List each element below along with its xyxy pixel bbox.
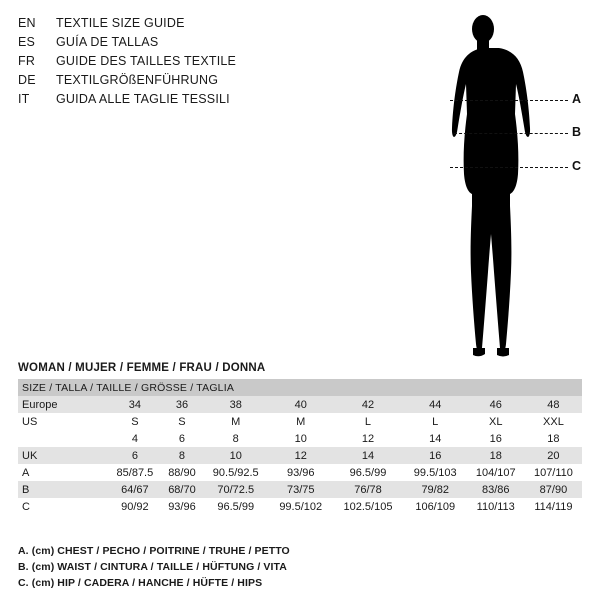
cell-us-7: XL — [467, 413, 525, 430]
table-row-b — [18, 481, 582, 498]
cell-uk-5: 14 — [332, 447, 404, 464]
cell-a-4: 93/96 — [269, 464, 332, 481]
cell-europe-8: 48 — [525, 396, 582, 413]
woman-silhouette-icon — [420, 10, 590, 370]
cell-c-5: 102.5/105 — [332, 498, 404, 515]
cell-b-1: 64/67 — [108, 481, 162, 498]
cell-europe-4: 40 — [269, 396, 332, 413]
cell-c-1: 90/92 — [108, 498, 162, 515]
cell-c-3: 96.5/99 — [202, 498, 269, 515]
cell-a-6: 99.5/103 — [404, 464, 467, 481]
title-block — [18, 16, 418, 111]
cell-us-5: L — [332, 413, 404, 430]
row-label-us-numeric — [18, 430, 108, 447]
table-row-us — [18, 413, 582, 430]
language-code-en: EN — [18, 16, 36, 30]
title-row-de — [18, 73, 418, 92]
cell-b-5: 76/78 — [332, 481, 404, 498]
cell-us-3: M — [202, 413, 269, 430]
cell-a-5: 96.5/99 — [332, 464, 404, 481]
table-header-row — [18, 379, 582, 396]
table-row-europe — [18, 396, 582, 413]
cell-usnum-8: 18 — [525, 430, 582, 447]
row-label-a: A — [18, 464, 108, 481]
title-text-fr: GUIDE DES TAILLES TEXTILE — [56, 54, 237, 68]
cell-uk-6: 16 — [404, 447, 467, 464]
row-label-europe: Europe — [18, 396, 108, 413]
row-label-uk: UK — [18, 447, 108, 464]
figure-panel — [420, 10, 590, 370]
title-row-es — [18, 35, 418, 54]
cell-a-8: 107/110 — [525, 464, 582, 481]
footnote-b: B. (cm) WAIST / CINTURA / TAILLE / HÜFTUNG / VITA — [18, 561, 287, 573]
title-row-it — [18, 92, 418, 111]
cell-europe-3: 38 — [202, 396, 269, 413]
language-code-fr: FR — [18, 54, 36, 68]
cell-b-3: 70/72.5 — [202, 481, 269, 498]
table-row-us-numeric — [18, 430, 582, 447]
cell-uk-4: 12 — [269, 447, 332, 464]
measure-line-c — [450, 167, 568, 168]
row-label-b: B — [18, 481, 108, 498]
title-text-it: GUIDA ALLE TAGLIE TESSILI — [56, 92, 230, 106]
cell-europe-6: 44 — [404, 396, 467, 413]
footnote-a: A. (cm) CHEST / PECHO / POITRINE / TRUHE / PETTO — [18, 545, 290, 557]
cell-uk-8: 20 — [525, 447, 582, 464]
measure-label-c: C — [572, 159, 582, 173]
cell-c-2: 93/96 — [162, 498, 202, 515]
measure-line-b — [454, 133, 568, 134]
row-label-us: US — [18, 413, 108, 430]
cell-us-8: XXL — [525, 413, 582, 430]
table-row-a — [18, 464, 582, 481]
cell-b-2: 68/70 — [162, 481, 202, 498]
cell-usnum-4: 10 — [269, 430, 332, 447]
cell-us-2: S — [162, 413, 202, 430]
cell-us-4: M — [269, 413, 332, 430]
cell-a-7: 104/107 — [467, 464, 525, 481]
cell-c-7: 110/113 — [467, 498, 525, 515]
cell-a-3: 90.5/92.5 — [202, 464, 269, 481]
footnote-c: C. (cm) HIP / CADERA / HANCHE / HÜFTE / HIPS — [18, 577, 263, 589]
table-header-label: SIZE / TALLA / TAILLE / GRÖSSE / TAGLIA — [18, 379, 582, 396]
cell-b-7: 83/86 — [467, 481, 525, 498]
title-text-en: TEXTILE SIZE GUIDE — [56, 16, 185, 30]
language-code-es: ES — [18, 35, 36, 49]
size-table — [18, 379, 582, 515]
cell-b-4: 73/75 — [269, 481, 332, 498]
cell-usnum-5: 12 — [332, 430, 404, 447]
title-row-fr — [18, 54, 418, 73]
language-code-de: DE — [18, 73, 36, 87]
cell-europe-7: 46 — [467, 396, 525, 413]
title-text-es: GUÍA DE TALLAS — [56, 35, 159, 49]
cell-c-4: 99.5/102 — [269, 498, 332, 515]
cell-usnum-1: 4 — [108, 430, 162, 447]
cell-uk-7: 18 — [467, 447, 525, 464]
cell-us-6: L — [404, 413, 467, 430]
measure-label-b: B — [572, 125, 582, 139]
cell-uk-1: 6 — [108, 447, 162, 464]
cell-uk-3: 10 — [202, 447, 269, 464]
section-header-woman: WOMAN / MUJER / FEMME / FRAU / DONNA — [18, 362, 266, 374]
cell-europe-2: 36 — [162, 396, 202, 413]
cell-europe-1: 34 — [108, 396, 162, 413]
cell-c-6: 106/109 — [404, 498, 467, 515]
title-row-en — [18, 16, 418, 35]
table-row-c — [18, 498, 582, 515]
row-label-c: C — [18, 498, 108, 515]
cell-b-8: 87/90 — [525, 481, 582, 498]
title-text-de: TEXTILGRÖßENFÜHRUNG — [56, 73, 219, 87]
cell-c-8: 114/119 — [525, 498, 582, 515]
cell-usnum-6: 14 — [404, 430, 467, 447]
cell-a-2: 88/90 — [162, 464, 202, 481]
cell-usnum-2: 6 — [162, 430, 202, 447]
language-code-it: IT — [18, 92, 30, 106]
measure-label-a: A — [572, 92, 582, 106]
cell-b-6: 79/82 — [404, 481, 467, 498]
table-row-uk — [18, 447, 582, 464]
cell-uk-2: 8 — [162, 447, 202, 464]
cell-usnum-3: 8 — [202, 430, 269, 447]
footnotes-block — [18, 543, 578, 591]
cell-europe-5: 42 — [332, 396, 404, 413]
cell-a-1: 85/87.5 — [108, 464, 162, 481]
cell-us-1: S — [108, 413, 162, 430]
measure-line-a — [450, 100, 568, 101]
cell-usnum-7: 16 — [467, 430, 525, 447]
